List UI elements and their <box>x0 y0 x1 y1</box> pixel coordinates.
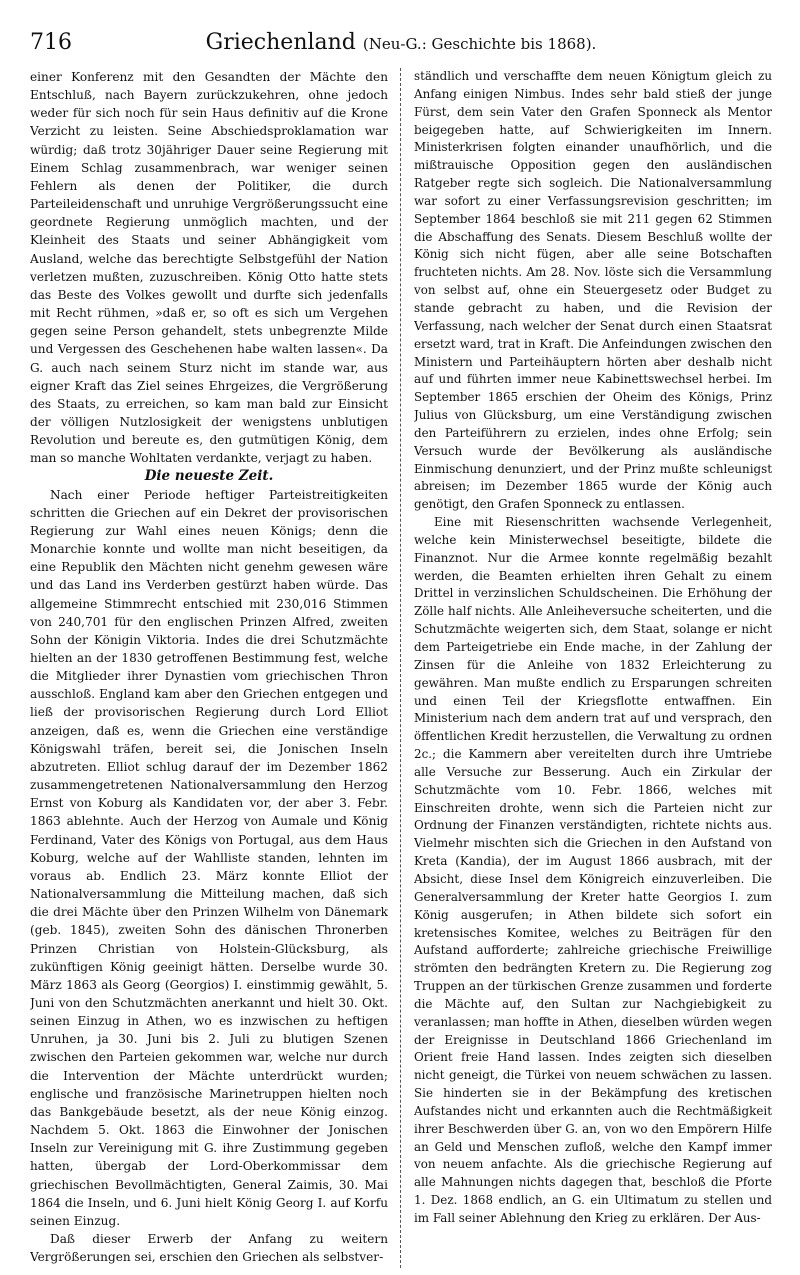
text-columns <box>30 68 772 1268</box>
right-column <box>414 68 772 1268</box>
left-column <box>30 68 388 1268</box>
left-paragraph-2: Nach einer Periode heftiger Parteistreitigkeiten schritten die Griechen auf ein Dekret der provisorischen Regierung zur Wahl eines neuen Königs; denn die Monarchie konnte und wollte man nicht beseitigen, da eine Republik den Mächten nicht genehm gewesen wäre und das Land ins Verderben gestürzt haben würde. Das allgemeine Stimmrecht entschied mit 230,016 Stimmen von 240,701 für den englischen Prinzen Alfred, zweiten Sohn der Königin Viktoria. Indes die drei Schutzmächte hielten an der 1830 getroffenen Bestimmung fest, welche die Mitglieder ihrer Dynastien vom griechischen Thron ausschloß. England kam aber den Griechen entgegen und ließ der provisorischen Regierung durch Lord Elliot anzeigen, daß es, wenn die Griechen eine verständige Königswahl träfen, bereit sei, die Jonischen Inseln abzutreten. Elliot schlug darauf der im Dezember 1862 zusammengetretenen Nationalversammlung den Herzog Ernst von Koburg als Kandidaten vor, der aber 3. Febr. 1863 ablehnte. Auch der Herzog von Aumale und König Ferdinand, Vater des Königs von Portugal, aus dem Haus Koburg, welche auf der Wahlliste standen, lehnten im voraus ab. Endlich 23. März konnte Elliot der Nationalversammlung die Mitteilung machen, daß sich die drei Mächte über den Prinzen Wilhelm von Dänemark (geb. 1845), zweiten Sohn des dänischen Thronerben Prinzen Christian von Holstein-Glücksburg, als zukünftigen König geeinigt hätten. Derselbe wurde 30. März 1863 als Georg (Georgios) I. einstimmig gewählt, 5. Juni von den Schutzmächten anerkannt und hielt 30. Okt. seinen Einzug in Athen, wo es inzwischen zu heftigen Unruhen, ja 30. Juni bis 2. Juli zu blutigen Szenen zwischen den Parteien gekommen war, welche nur durch die Intervention der Mächte unterdrückt wurden; englische und französische Marinetruppen hielten noch das Bankgebäude besetzt, als der neue König einzog. Nachdem 5. Okt. 1863 die Einwohner der Jonischen Inseln zur Vereinigung mit G. ihre Zustimmung gegeben hatten, übergab der Lord-Oberkommissar dem griechischen Bevollmächtigten, General Zaimis, 30. Mai 1864 die Inseln, und 6. Juni hielt König Georg I. auf Korfu seinen Einzug. <box>30 487 388 1228</box>
running-head-subtitle: (Neu-G.: Geschichte bis 1868). <box>362 35 597 53</box>
left-paragraph-1: einer Konferenz mit den Gesandten der Mächte den Entschluß, nach Bayern zurückzukehren, ohne jedoch weder für sich noch für sein Haus definitiv auf die Krone Verzicht zu leisten. Seine Abschiedsproklamation war würdig; daß trotz 30jähriger Dauer seine Regierung mit Einem Schlag zusammenbrach, war weniger seinen Fehlern als denen der Politiker, die durch Parteileidenschaft und unruhige Vergrößerungssucht eine geordnete Regierung unmöglich machten, und der Kleinheit des Staats und seiner Abhängigkeit vom Ausland, welche das berechtigte Selbstgefühl der Nation verletzen mußten, zuzuschreiben. König Otto hatte stets das Beste des Volkes gewollt und durfte sich jedenfalls mit Recht rühmen, »daß er, so oft es sich um Vergehen gegen seine Person gehandelt, stets unbegrenzte Milde und Vergessen des Geschehenen habe walten lassen«. Da G. auch nach seinem Sturz nicht im stande war, aus eigner Kraft das Ziel seines Ehrgeizes, die Vergrößerung des Staats, zu erreichen, so kam man bald zur Einsicht der völligen Nutzlosigkeit der wenigstens unblutigen Revolution und bereute es, den gutmütigen König, dem man so manche Wohltaten verdankte, verjagt zu haben. <box>30 70 388 466</box>
section-title: Die neueste Zeit. <box>144 468 274 485</box>
column-divider <box>400 68 401 1268</box>
page-number: 716 <box>30 30 72 55</box>
left-paragraph-3: Daß dieser Erwerb der Anfang zu weitern Vergrößerungen sei, erschien den Griechen als selbstver- <box>30 1232 388 1265</box>
right-paragraph-2: Eine mit Riesenschritten wachsende Verlegenheit, welche kein Ministerwechsel beseitigte, bildete die Finanznot. Nur die Armee konnte regelmäßig bezahlt werden, die Beamten erhielten ihren Gehalt zu einem Drittel in verzinslichen Schuldscheinen. Die Erhöhung der Zölle half nichts. Alle Anleiheversuche scheiterten, und die Schutzmächte weigerten sich, dem Staat, solange er nicht dem Parteigetriebe ein Ende mache, in der Zahlung der Zinsen für die Anleihe von 1832 Erleichterung zu gewähren. Man mußte endlich zu Ersparungen schreiten und einen Teil der Kriegsflotte entwaffnen. Ein Ministerium nach dem andern trat auf und versprach, den öffentlichen Kredit herzustellen, die Verwaltung zu ordnen 2c.; die Kammern aber vereitelten durch ihre Umtriebe alle Versuche zur Besserung. Auch ein Zirkular der Schutzmächte vom 10. Febr. 1866, welches mit Einschreiten drohte, wenn sich die Parteien nicht zur Ordnung der Finanzen verständigten, richtete nichts aus. Vielmehr mischten sich die Griechen in den Aufstand von Kreta (Kandia), der im August 1866 ausbrach, mit der Absicht, diese Insel dem Königreich einzuverleiben. Die Generalversammlung der Kreter hatte Georgios I. zum König ausgerufen; in Athen bildete sich sofort ein kretensisches Komitee, welches zu Beiträgen für den Aufstand aufforderte; zahlreiche griechische Freiwillige strömten den bedrängten Kretern zu. Die Regierung zog Truppen an der türkischen Grenze zusammen und forderte die Mächte auf, den Sultan zur Nachgiebigkeit zu veranlassen; man hoffte in Athen, dieselben würden wegen der Ereignisse in Deutschland 1866 Griechenland im Orient freie Hand lassen. Indes zeigten sich dieselben nicht geneigt, die Türkei von neuem schwächen zu lassen. Sie hinderten sie in der Bekämpfung des kretischen Aufstandes nicht und erkannten auch die Rechtmäßigkeit ihrer Beschwerden über G. an, von wo den Empörern Hilfe an Geld und Menschen zufloß, welche den Kampf immer von neuem anfachte. Als die griechische Regierung auf alle Mahnungen nichts dagegen that, beschloß die Pforte 1. Dez. 1868 endlich, an G. ein Ultimatum zu stellen und im Fall seiner Ablehnung den Krieg zu erklären. Der Aus- <box>414 515 772 1225</box>
running-head <box>30 30 772 55</box>
running-head-title: Griechenland <box>205 30 356 55</box>
right-paragraph-1: ständlich und verschaffte dem neuen Königtum gleich zu Anfang einigen Nimbus. Indes sehr bald stieß der junge Fürst, dem sein Vater den Grafen Sponneck als Mentor beigegeben hatte, auf Schwierigkeiten im Innern. Ministerkrisen folgten einander unaufhörlich, und die mißtrauische Opposition gegen den ausländischen Ratgeber regte sich sogleich. Die Nationalversammlung war sofort zu einer Verfassungsrevision geschritten; im September 1864 beschloß sie mit 211 gegen 62 Stimmen die Abschaffung des Senats. Diesem Beschluß wollte der König sich nicht fügen, aber alle seine Botschaften fruchteten nichts. Am 28. Nov. löste sich die Versammlung von selbst auf, ohne ein Steuergesetz oder Budget zu stande gebracht zu haben, und die Revision der Verfassung, nach welcher der Senat durch einen Staatsrat ersetzt ward, trat in Kraft. Die Anfeindungen zwischen den Ministern und Parteihäuptern hörten aber deshalb nicht auf und führten immer neue Kabinettswechsel herbei. Im September 1865 erschien der Oheim des Königs, Prinz Julius von Glücksburg, um eine Verständigung zwischen den Parteiführern zu erzielen, indes ohne Erfolg; sein Versuch wurde der Bevölkerung als ausländische Einmischung denunziert, und der Prinz mußte schleunigst abreisen; im Dezember 1865 wurde der König auch genötigt, den Grafen Sponneck zu entlassen. <box>414 69 772 512</box>
page-header <box>30 30 772 60</box>
